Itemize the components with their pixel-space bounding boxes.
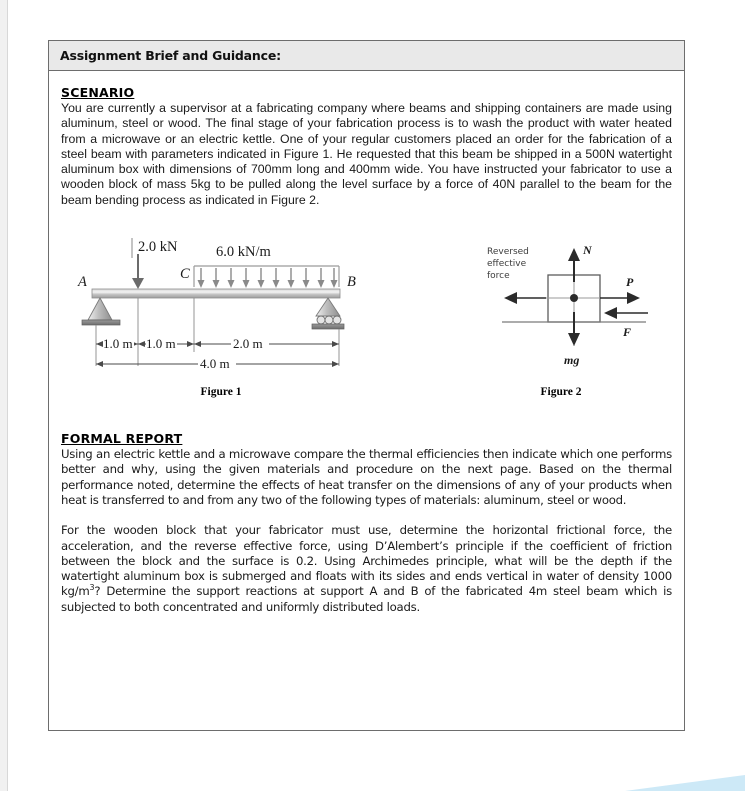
formal-report-density-exponent: 3 <box>89 583 95 593</box>
figure-2-diagram <box>486 242 661 372</box>
assignment-brief-header-title: Assignment Brief and Guidance: <box>60 48 281 63</box>
formal-report-paragraph-2 <box>61 523 672 615</box>
corner-decoration <box>625 765 745 791</box>
assignment-brief-header <box>49 41 684 71</box>
figure-1-point-load-label: 2.0 kN <box>138 239 178 256</box>
figure-2-reversed-force-label-line-3: force <box>487 271 510 282</box>
figure-1-dim-3-label: 2.0 m <box>233 336 263 352</box>
formal-report-heading: FORMAL REPORT <box>61 431 183 447</box>
figure-1-beam <box>92 289 340 298</box>
figure-1-distributed-load-arrows <box>198 268 338 288</box>
figure-2-friction-force-arrow <box>604 307 648 319</box>
scenario-heading: SCENARIO <box>61 85 135 100</box>
scenario-paragraph: You are currently a supervisor at a fabricating company where beams and shipping containers are made using aluminum, steel or wood. The final stage of your fabrication process is to wash the product with water heated from a microwave or an electric kettle. One of your regular customers placed an order for the fabrication of a steel beam with parameters indicated in Figure 1. He requested that this beam be shipped in a 500N watertight aluminum box with dimensions of 700mm long and 400mm wide. You have instructed your fabricator to use a wooden block of mass 5kg to be pulled along the level surface by a force of 40N parallel to the beam for the beam bending process as indicated in Figure 2. <box>61 101 672 207</box>
figure-1-dim-1-label: 1.0 m <box>103 336 133 352</box>
figure-1 <box>76 234 376 383</box>
formal-report-paragraph-2-part-a: For the wooden block that your fabricator must use, determine the horizontal frictional force, the acceleration, and the reverse effective force, using D’Alembert’s principle if the coefficient of friction between the block and the surface is 0.2. Using Archimedes principle, what will be the depth if the watertight aluminum box is submerged and floats with its sides and ends vertical in water of density 1000 kg/m <box>61 523 672 599</box>
assignment-brief-box <box>48 40 685 731</box>
figure-1-node-a-label: A <box>78 274 87 291</box>
figure-2-applied-force-label: P <box>626 275 634 290</box>
formal-report-paragraph-1: Using an electric kettle and a microwave compare the thermal efficiencies then indicate which one performs better and why, using the given materials and procedure on the next page. Based on the thermal performance noted, determine the effects of heat transfer on the dimensions of any of your products when heat is transferred to and from any two of the following types of materials: aluminum, steel or wood. <box>61 447 672 507</box>
figure-1-support-b-roller <box>312 298 344 329</box>
figure-1-distributed-load-label: 6.0 kN/m <box>216 244 271 261</box>
figure-2-reversed-force-label-line-1: Reversed <box>487 247 529 258</box>
figure-2-caption: Figure 2 <box>540 386 582 399</box>
figure-2-normal-force-label: N <box>583 243 592 258</box>
figures-row <box>61 234 672 409</box>
formal-report-paragraph-2-part-b: ? Determine the support reactions at support A and B of the fabricated 4m steel beam which is subjected to both concentrated and uniformly distributed loads. <box>61 584 672 614</box>
assignment-brief-body <box>49 71 684 615</box>
figure-2-reversed-force-label-line-2: effective <box>487 259 527 270</box>
figure-1-support-a-pin <box>82 298 120 325</box>
figure-1-diagram <box>76 234 376 379</box>
figure-2-weight-label: mg <box>564 353 580 368</box>
figure-1-dim-2-label: 1.0 m <box>146 336 176 352</box>
figure-2-centroid-dot <box>570 294 578 302</box>
figure-2-friction-force-label: F <box>623 325 632 340</box>
figure-2 <box>486 242 661 376</box>
figure-1-caption: Figure 1 <box>200 386 242 399</box>
figure-2-reversed-effective-force-arrow <box>504 292 546 304</box>
page-left-edge-strip <box>0 0 8 791</box>
figure-2-applied-force-arrow <box>600 292 640 304</box>
figure-1-node-b-label: B <box>347 274 356 291</box>
formal-report-section <box>61 431 672 615</box>
figure-1-dim-total-label: 4.0 m <box>200 356 230 372</box>
figure-2-weight-arrow <box>568 312 580 346</box>
figure-2-normal-force-arrow <box>568 248 580 282</box>
figure-1-node-c-label: C <box>180 266 190 283</box>
